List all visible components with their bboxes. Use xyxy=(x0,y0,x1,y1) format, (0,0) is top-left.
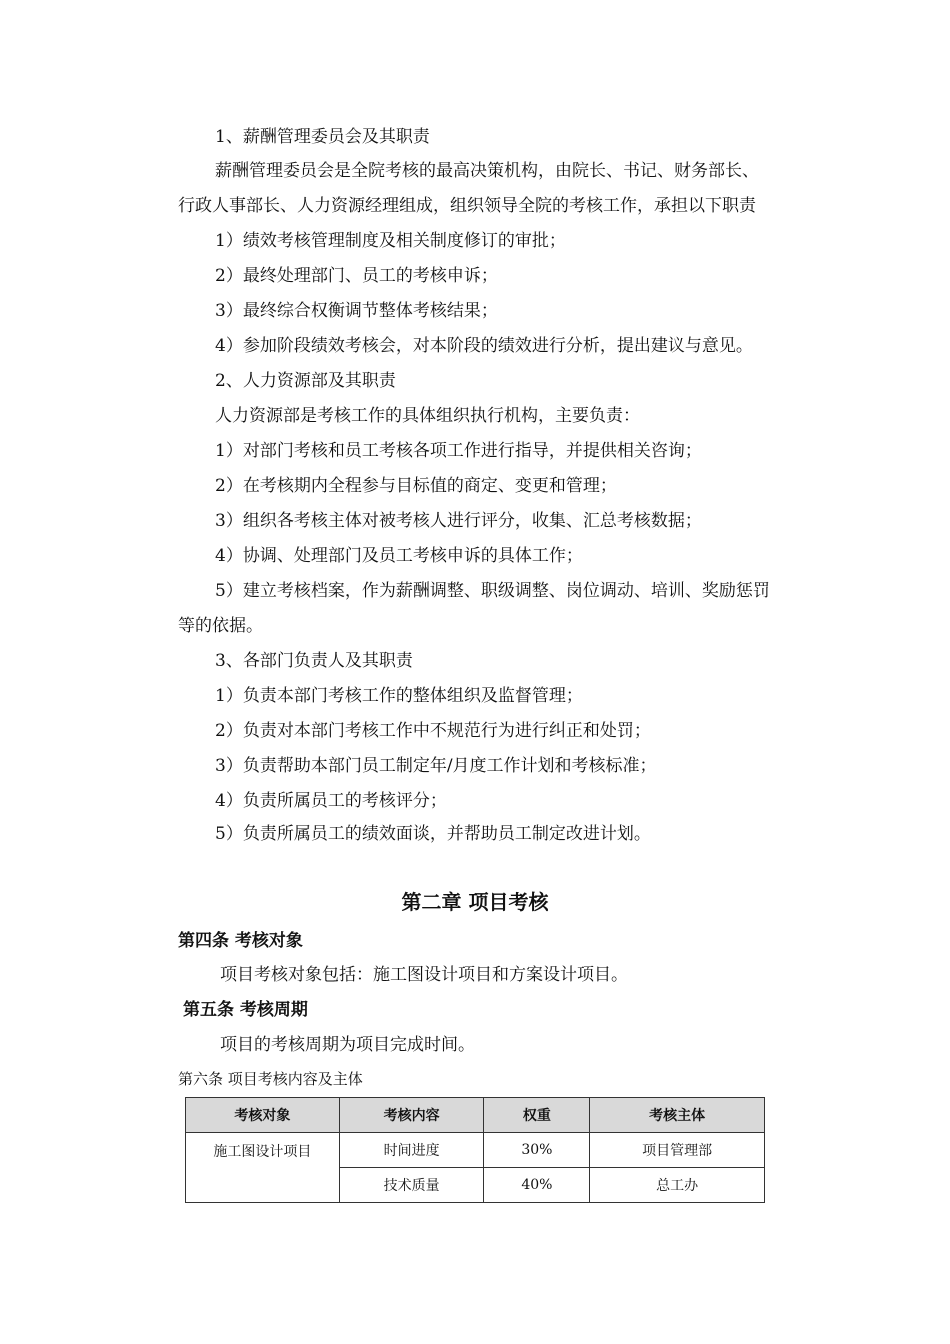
header-subject: 考核主体 xyxy=(590,1098,765,1133)
list-item: 4）负责所属员工的考核评分； xyxy=(215,791,447,811)
cell-subject: 总工办 xyxy=(590,1168,765,1203)
article-6-caption: 第六条 项目考核内容及主体 xyxy=(178,1070,363,1088)
list-item: 2）在考核期内全程参与目标值的商定、变更和管理； xyxy=(215,476,617,496)
paragraph: 薪酬管理委员会是全院考核的最高决策机构，由院长、书记、财务部长、 xyxy=(215,161,759,181)
list-item: 5）负责所属员工的绩效面谈，并帮助员工制定改进计划。 xyxy=(215,824,651,844)
table-row xyxy=(186,1133,765,1168)
list-item: 4）参加阶段绩效考核会，对本阶段的绩效进行分析，提出建议与意见。 xyxy=(215,336,753,356)
header-object: 考核对象 xyxy=(186,1098,340,1133)
list-item: 3）最终综合权衡调节整体考核结果； xyxy=(215,301,498,321)
list-item: 2）最终处理部门、员工的考核申诉； xyxy=(215,266,498,286)
cell-content: 时间进度 xyxy=(339,1133,484,1168)
list-item: 1）绩效考核管理制度及相关制度修订的审批； xyxy=(215,231,566,251)
list-item: 3）负责帮助本部门员工制定年/月度工作计划和考核标准； xyxy=(215,756,657,776)
cell-content: 技术质量 xyxy=(339,1168,484,1203)
assessment-table xyxy=(185,1097,765,1203)
section-1-heading: 1、薪酬管理委员会及其职责 xyxy=(215,127,430,147)
table-header-row xyxy=(186,1098,765,1133)
paragraph: 行政人事部长、人力资源经理组成，组织领导全院的考核工作，承担以下职责 xyxy=(178,196,756,216)
article-5-title: 第五条 考核周期 xyxy=(183,1000,308,1020)
chapter-title: 第二章 项目考核 xyxy=(401,890,549,914)
paragraph: 人力资源部是考核工作的具体组织执行机构，主要负责： xyxy=(215,406,640,426)
cell-weight: 30% xyxy=(484,1133,590,1168)
list-item: 1）负责本部门考核工作的整体组织及监督管理； xyxy=(215,686,583,706)
section-3-heading: 3、各部门负责人及其职责 xyxy=(215,651,413,671)
list-item: 3）组织各考核主体对被考核人进行评分，收集、汇总考核数据； xyxy=(215,511,702,531)
paragraph-continuation: 等的依据。 xyxy=(178,616,263,636)
cell-subject: 项目管理部 xyxy=(590,1133,765,1168)
article-4-title: 第四条 考核对象 xyxy=(178,931,303,951)
list-item: 4）协调、处理部门及员工考核申诉的具体工作； xyxy=(215,546,583,566)
list-item: 2）负责对本部门考核工作中不规范行为进行纠正和处罚； xyxy=(215,721,651,741)
list-item: 5）建立考核档案，作为薪酬调整、职级调整、岗位调动、培训、奖励惩罚 xyxy=(215,581,770,601)
cell-object: 施工图设计项目 xyxy=(186,1133,340,1203)
header-weight: 权重 xyxy=(484,1098,590,1133)
cell-weight: 40% xyxy=(484,1168,590,1203)
article-4-body: 项目考核对象包括：施工图设计项目和方案设计项目。 xyxy=(220,965,628,985)
header-content: 考核内容 xyxy=(339,1098,484,1133)
list-item: 1）对部门考核和员工考核各项工作进行指导，并提供相关咨询； xyxy=(215,441,702,461)
article-5-body: 项目的考核周期为项目完成时间。 xyxy=(220,1035,475,1055)
section-2-heading: 2、人力资源部及其职责 xyxy=(215,371,396,391)
